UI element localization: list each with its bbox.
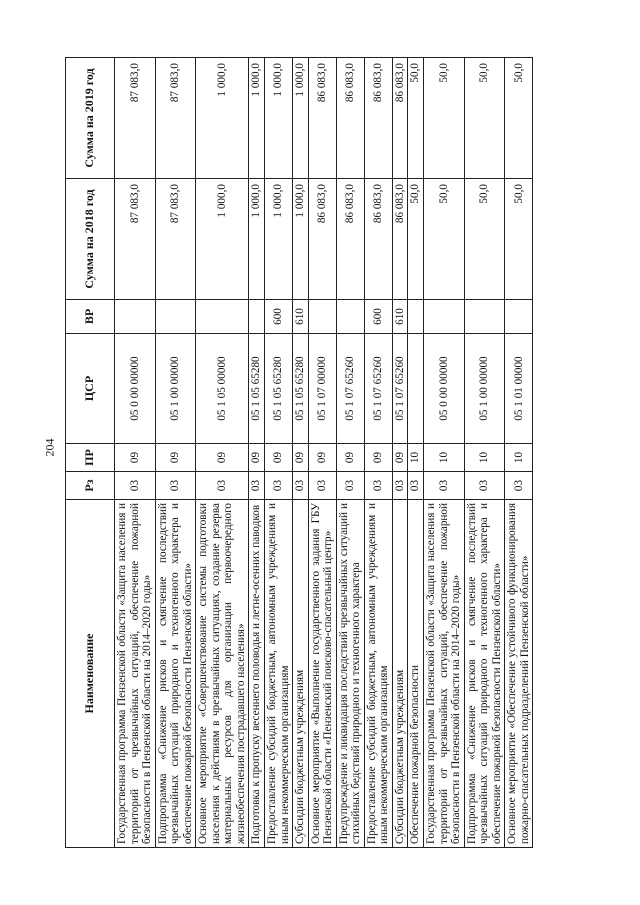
- budget-table: [65, 57, 533, 848]
- cell-pr: 10: [464, 444, 505, 472]
- cell-csr: [408, 334, 424, 444]
- header-csr: ЦСР: [66, 334, 115, 444]
- cell-name: Основное мероприятие «Выполнение государственного задания ГБУ Пензенской области «Пензенский поисково-спасательный центр»: [308, 500, 336, 848]
- cell-sum-2018: 50,0: [408, 179, 424, 300]
- cell-csr: 05 1 07 65260: [336, 334, 364, 444]
- cell-pr: 09: [308, 444, 336, 472]
- cell-csr: 05 0 00 00000: [115, 334, 156, 444]
- table-row: [392, 58, 408, 848]
- cell-rz: 03: [155, 472, 196, 500]
- cell-sum-2019: 50,0: [424, 58, 465, 179]
- cell-rz: 03: [424, 472, 465, 500]
- cell-pr: 10: [424, 444, 465, 472]
- header-sum-2018: Сумма на 2018 год: [66, 179, 115, 300]
- cell-vr: [308, 300, 336, 334]
- cell-name: Субсидии бюджетным учреждениям: [392, 500, 408, 848]
- header-rz: Рз: [66, 472, 115, 500]
- cell-rz: 03: [408, 472, 424, 500]
- cell-csr: 05 1 05 65280: [293, 334, 309, 444]
- table-row: [155, 58, 196, 848]
- cell-pr: 09: [364, 444, 392, 472]
- cell-pr: 09: [115, 444, 156, 472]
- cell-vr: [424, 300, 465, 334]
- cell-sum-2018: 86 083,0: [336, 179, 364, 300]
- cell-sum-2018: 86 083,0: [308, 179, 336, 300]
- cell-sum-2018: 50,0: [464, 179, 505, 300]
- cell-pr: 09: [265, 444, 293, 472]
- cell-csr: 05 1 07 65260: [364, 334, 392, 444]
- cell-vr: 600: [364, 300, 392, 334]
- cell-vr: [155, 300, 196, 334]
- cell-vr: [249, 300, 265, 334]
- cell-name: Обеспечение пожарной безопасности: [408, 500, 424, 848]
- cell-sum-2019: 50,0: [408, 58, 424, 179]
- table-row: [308, 58, 336, 848]
- cell-rz: 03: [308, 472, 336, 500]
- cell-vr: 610: [293, 300, 309, 334]
- table-row: [505, 58, 533, 848]
- cell-rz: 03: [115, 472, 156, 500]
- cell-csr: 05 1 00 00000: [464, 334, 505, 444]
- cell-sum-2019: 87 083,0: [155, 58, 196, 179]
- cell-pr: 09: [392, 444, 408, 472]
- cell-sum-2018: 1 000,0: [196, 179, 249, 300]
- cell-rz: 03: [392, 472, 408, 500]
- cell-csr: 05 1 05 65280: [249, 334, 265, 444]
- table-row: [336, 58, 364, 848]
- cell-pr: 10: [408, 444, 424, 472]
- cell-sum-2019: 1 000,0: [265, 58, 293, 179]
- cell-pr: 09: [196, 444, 249, 472]
- cell-rz: 03: [505, 472, 533, 500]
- cell-name: Субсидии бюджетным учреждениям: [293, 500, 309, 848]
- cell-sum-2018: 1 000,0: [293, 179, 309, 300]
- cell-name: Предупреждение и ликвидация последствий чрезвычайных ситуаций и стихийных бедствий природного и техногенного характера: [336, 500, 364, 848]
- cell-name: Предоставление субсидий бюджетным, автономным учреждениям и иным некоммерческим организациям: [364, 500, 392, 848]
- cell-pr: 09: [155, 444, 196, 472]
- cell-sum-2019: 50,0: [464, 58, 505, 179]
- cell-vr: 600: [265, 300, 293, 334]
- cell-rz: 03: [249, 472, 265, 500]
- header-sum-2019: Сумма на 2019 год: [66, 58, 115, 179]
- table-header-row: [66, 58, 115, 848]
- header-pr: ПР: [66, 444, 115, 472]
- table-row: [424, 58, 465, 848]
- cell-csr: 05 0 00 00000: [424, 334, 465, 444]
- table-row: [265, 58, 293, 848]
- cell-rz: 03: [364, 472, 392, 500]
- table-row: [464, 58, 505, 848]
- cell-name: Основное мероприятие «Обеспечение устойчивого функционирования пожарно-спасательных подразделений Пензенской области»: [505, 500, 533, 848]
- header-vr: ВР: [66, 300, 115, 334]
- page-number: 204: [42, 438, 57, 457]
- table-row: [364, 58, 392, 848]
- cell-rz: 03: [293, 472, 309, 500]
- cell-sum-2018: 86 083,0: [392, 179, 408, 300]
- table-row: [249, 58, 265, 848]
- cell-vr: 610: [392, 300, 408, 334]
- cell-name: Подпрограмма «Снижение рисков и смягчение последствий чрезвычайных ситуаций природного и техногенного характера и обеспечение пожарной безопасности Пензенской области»: [464, 500, 505, 848]
- cell-sum-2019: 86 083,0: [364, 58, 392, 179]
- budget-table-rotated: [65, 58, 625, 848]
- cell-csr: 05 1 01 00000: [505, 334, 533, 444]
- cell-sum-2018: 1 000,0: [249, 179, 265, 300]
- table-row: [293, 58, 309, 848]
- cell-csr: 05 1 05 65280: [265, 334, 293, 444]
- cell-csr: 05 1 07 00000: [308, 334, 336, 444]
- cell-rz: 03: [196, 472, 249, 500]
- cell-vr: [336, 300, 364, 334]
- cell-sum-2018: 87 083,0: [155, 179, 196, 300]
- cell-name: Государственная программа Пензенской области «Защита населения и территорий от чрезвычайных ситуаций, обеспечение пожарной безопасности в Пензенской области на 2014–2020 годы»: [424, 500, 465, 848]
- cell-sum-2019: 86 083,0: [392, 58, 408, 179]
- cell-rz: 03: [265, 472, 293, 500]
- cell-sum-2019: 50,0: [505, 58, 533, 179]
- cell-vr: [464, 300, 505, 334]
- table-row: [196, 58, 249, 848]
- cell-sum-2019: 1 000,0: [249, 58, 265, 179]
- cell-vr: [408, 300, 424, 334]
- cell-vr: [115, 300, 156, 334]
- cell-pr: 09: [249, 444, 265, 472]
- header-name: Наименование: [66, 500, 115, 848]
- cell-rz: 03: [336, 472, 364, 500]
- table-row: [408, 58, 424, 848]
- cell-name: Подпрограмма «Снижение рисков и смягчение последствий чрезвычайных ситуаций природного и техногенного характера и обеспечение пожарной безопасности Пензенской области»: [155, 500, 196, 848]
- cell-sum-2019: 86 083,0: [308, 58, 336, 179]
- cell-pr: 10: [505, 444, 533, 472]
- cell-name: Государственная программа Пензенской области «Защита населения и территорий от чрезвычайных ситуаций, обеспечение пожарной безопасности в Пензенской области на 2014–2020 годы»: [115, 500, 156, 848]
- cell-vr: [505, 300, 533, 334]
- cell-sum-2018: 50,0: [424, 179, 465, 300]
- cell-sum-2019: 1 000,0: [196, 58, 249, 179]
- cell-sum-2019: 1 000,0: [293, 58, 309, 179]
- cell-name: Основное мероприятие «Совершенствование системы подготовки населения к действиям в чрезвычайных ситуациях, создание резерва материальных ресурсов для организации первоочередного жизнеобеспечения пострадавшего населения»: [196, 500, 249, 848]
- cell-csr: 05 1 07 65260: [392, 334, 408, 444]
- cell-rz: 03: [464, 472, 505, 500]
- cell-pr: 09: [293, 444, 309, 472]
- cell-csr: 05 1 05 00000: [196, 334, 249, 444]
- cell-sum-2018: 86 083,0: [364, 179, 392, 300]
- cell-sum-2018: 50,0: [505, 179, 533, 300]
- cell-sum-2018: 1 000,0: [265, 179, 293, 300]
- cell-csr: 05 1 00 00000: [155, 334, 196, 444]
- cell-pr: 09: [336, 444, 364, 472]
- cell-sum-2019: 86 083,0: [336, 58, 364, 179]
- table-row: [115, 58, 156, 848]
- cell-sum-2018: 87 083,0: [115, 179, 156, 300]
- cell-name: Предоставление субсидий бюджетным, автономным учреждениям и иным некоммерческим организациям: [265, 500, 293, 848]
- cell-sum-2019: 87 083,0: [115, 58, 156, 179]
- cell-name: Подготовка к пропуску весеннего половодья и летне-осенних паводков: [249, 500, 265, 848]
- cell-vr: [196, 300, 249, 334]
